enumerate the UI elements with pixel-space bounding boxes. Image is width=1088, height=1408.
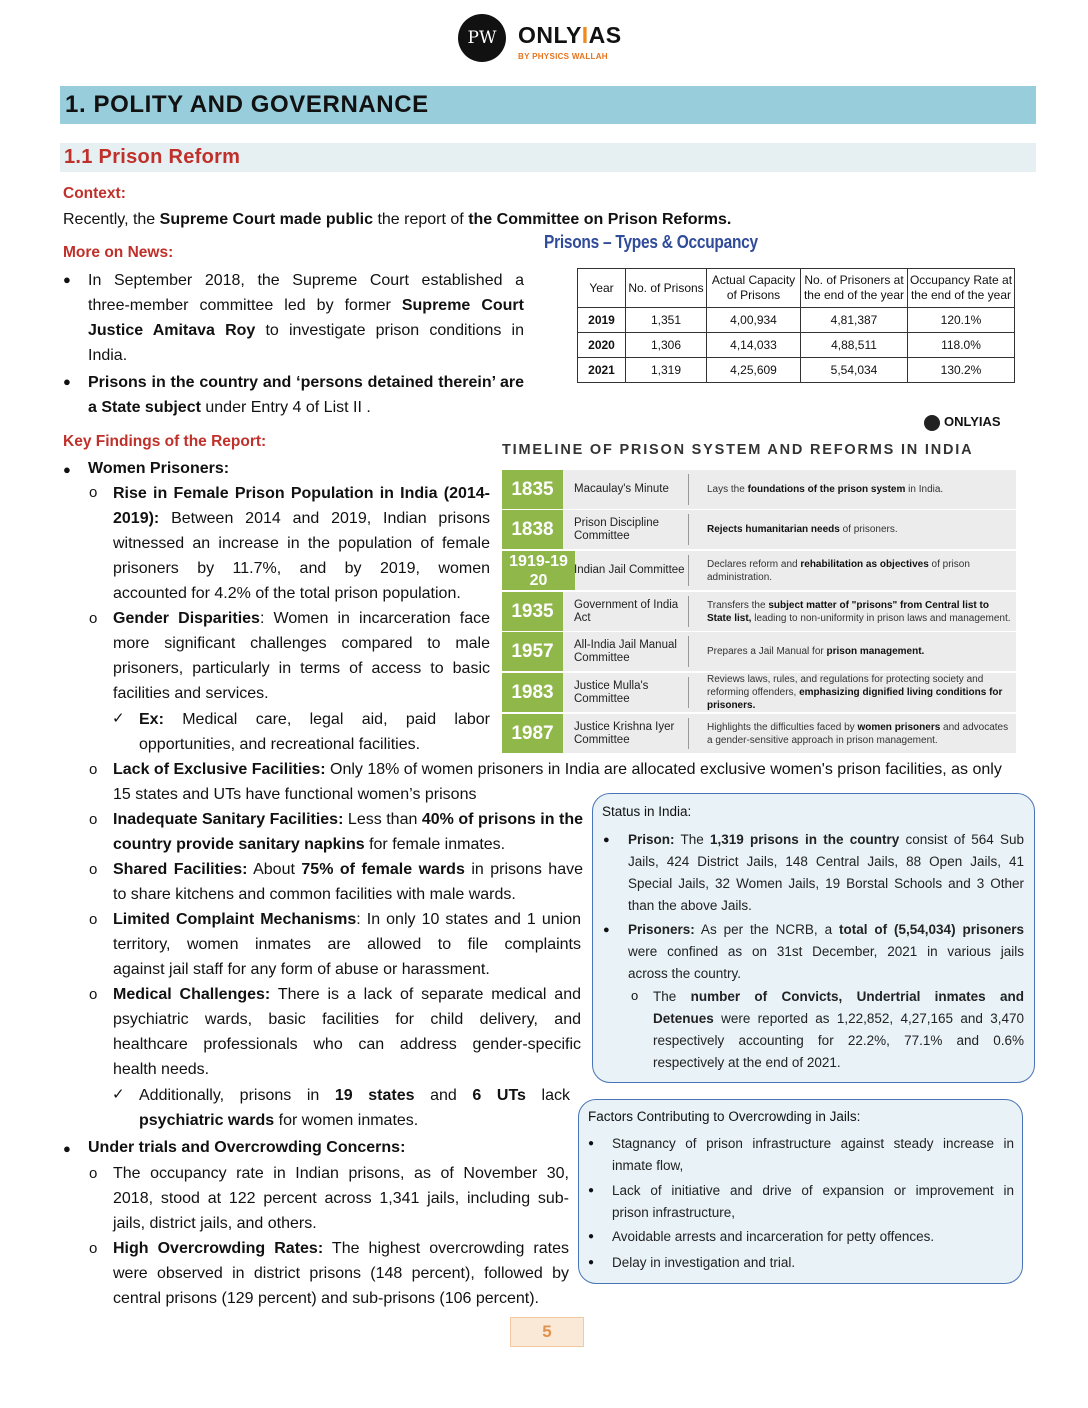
timeline-row (502, 632, 1016, 671)
table-cell: 2020 (578, 333, 626, 358)
table-title: Prisons – Types & Occupancy (544, 232, 758, 252)
factor-item: Lack of initiative and drive of expansion or improvement in prison infrastructure, (612, 1183, 1014, 1220)
circle-bullet-icon: o (631, 988, 639, 1003)
timeline-year: 1919-1920 (502, 551, 575, 590)
timeline-year: 1935 (502, 592, 563, 631)
timeline-description: Transfers the subject matter of "prisons" from Central list to State list, leading to non-uniformity in prison laws and management. (707, 599, 1011, 624)
table-cell: 1,306 (626, 333, 707, 358)
brand-name: ONLYIAS (518, 22, 622, 48)
finding-complaint: Limited Complaint Mechanisms: In only 10 states and 1 union territory, women inmates are allowed to file complaints against jail staff for any form of abuse or harassment. (113, 911, 582, 978)
timeline-description: Rejects humanitarian needs of prisoners. (707, 524, 898, 535)
bullet-icon: ● (63, 272, 71, 287)
page-number-badge (510, 1317, 584, 1347)
finding-additionally: Additionally, prisons in 19 states and 6 UTs lack psychiatric wards for women inmates. (139, 1087, 570, 1129)
table-row (578, 358, 1015, 383)
finding-gender: Gender Disparities: Women in incarceration face more significant challenges compared to male prisoners, particularly in terms of access to basic facilities and services. (113, 610, 490, 702)
timeline-infographic (500, 410, 1018, 746)
table-cell: 120.1% (908, 308, 1015, 333)
brand-sub: BY PHYSICS WALLAH (518, 52, 608, 61)
chapter-banner (60, 86, 1036, 124)
timeline-row (502, 470, 1016, 509)
timeline-row (502, 714, 1016, 753)
table-header-row (578, 269, 1015, 308)
table-cell: 4,00,934 (707, 308, 801, 333)
table-row (578, 308, 1015, 333)
occupancy-table (577, 268, 1015, 383)
table-cell: 2021 (578, 358, 626, 383)
table-cell: 118.0% (908, 333, 1015, 358)
table-cell: 4,25,609 (707, 358, 801, 383)
divider (688, 514, 689, 545)
news-bullet-1: In September 2018, the Supreme Court established a three-member committee led by former Supreme Court Justice Amitava Roy to investigate prison conditions in India. (88, 272, 524, 364)
pw-logo-icon (924, 415, 940, 431)
bullet-icon: ● (63, 462, 71, 477)
finding-exclusive: Lack of Exclusive Facilities: Only 18% of women prisoners in India are allocated exclusive women's prison facilities, as only 15 states and UTs have functional women’s prisons (113, 761, 1002, 803)
factor-item: Delay in investigation and trial. (612, 1255, 796, 1270)
status-prison: Prison: The 1,319 prisons in the country consist of 564 Sub Jails, 424 District Jails, 148 Central Jails, 88 Open Jails, 41 Special Jails, 32 Women Jails, 19 Borstal Schools and 3 Other than the above Jails. (628, 832, 1025, 913)
key-findings-heading: Key Findings of the Report: (63, 433, 267, 450)
timeline-year: 1987 (502, 714, 563, 753)
factor-item: Stagnancy of prison infrastructure against steady increase in inmate flow, (612, 1136, 1014, 1173)
finding-sanitary: Inadequate Sanitary Facilities: Less than 40% of prisons in the country provide sanitary napkins for female inmates. (113, 811, 584, 853)
section-title: 1.1 Prison Reform (64, 146, 241, 168)
col-prisoners: No. of Prisoners at the end of the year (801, 269, 908, 308)
timeline-row (502, 673, 1016, 712)
check-icon: ✓ (112, 1086, 125, 1103)
circle-bullet-icon: o (89, 484, 98, 501)
context-heading: Context: (63, 185, 126, 202)
status-sub: The number of Convicts, Undertrial inmates and Detenues were reported as 1,22,852, 4,27,165 and 3,470 respectively accounting for 22.2%, 77.1% and 0.6% respectively at the end of 2021. (653, 989, 1025, 1070)
divider (688, 474, 689, 505)
factor-item: Avoidable arrests and incarceration for petty offences. (612, 1229, 935, 1244)
finding-medical: Medical Challenges: There is a lack of separate medical and psychiatric wards, basic facilities for child delivery, and healthcare professionals who can address gender-specific health needs. (113, 986, 581, 1078)
bullet-icon: ● (588, 1185, 595, 1196)
timeline-row (502, 592, 1016, 631)
timeline-event: Justice Krishna Iyer Committee (574, 720, 675, 746)
circle-bullet-icon: o (89, 610, 98, 627)
circle-bullet-icon: o (89, 811, 98, 828)
timeline-description: Lays the foundations of the prison system in India. (707, 484, 944, 495)
undertrials-heading: Under trials and Overcrowding Concerns: (88, 1139, 406, 1156)
timeline-description: Declares reform and rehabilitation as objectives of prison administration. (707, 558, 970, 583)
timeline-event: Macaulay's Minute (574, 483, 669, 495)
bullet-icon: ● (588, 1231, 595, 1242)
section-banner (60, 143, 1036, 172)
timeline-event: Justice Mulla's Committee (574, 679, 649, 705)
bullet-icon: ● (588, 1138, 595, 1149)
table-cell: 4,81,387 (801, 308, 908, 333)
circle-bullet-icon: o (89, 1240, 98, 1257)
status-box (592, 793, 1035, 1083)
timeline-year: 1983 (502, 673, 563, 712)
finding-occupancy: The occupancy rate in Indian prisons, as of November 30, 2018, stood at 122 percent across 1,341 jails, including sub- jails, district jails, and others. (113, 1165, 569, 1232)
finding-shared: Shared Facilities: About 75% of female wards in prisons have to share kitchens and common facilities with male wards. (113, 861, 583, 903)
finding-rise: Rise in Female Prison Population in India (2014- 2019): Between 2014 and 2019, Indian prisons witnessed an increase in the population of female prisoners by 11.7%, and by 2019, women accounted for 4.2% of the total prison population. (113, 485, 490, 602)
divider (688, 718, 689, 749)
timeline-event: All-India Jail Manual Committee (574, 638, 677, 664)
page-number: 5 (542, 1322, 552, 1341)
table-cell: 4,14,033 (707, 333, 801, 358)
chapter-title: 1. POLITY AND GOVERNANCE (65, 91, 429, 118)
col-occupancy: Occupancy Rate at the end of the year (908, 269, 1015, 308)
col-capacity: Actual Capacity of Prisons (707, 269, 801, 308)
timeline-year: 1835 (502, 470, 563, 509)
timeline-year: 1957 (502, 632, 563, 671)
table-cell: 1,319 (626, 358, 707, 383)
table-cell: 5,54,034 (801, 358, 908, 383)
circle-bullet-icon: o (89, 986, 98, 1003)
table-row (578, 333, 1015, 358)
status-box-title: Status in India: (602, 804, 692, 819)
col-year: Year (578, 269, 626, 308)
factors-box-title: Factors Contributing to Overcrowding in Jails: (588, 1109, 861, 1124)
circle-bullet-icon: o (89, 911, 98, 928)
bullet-icon: ● (588, 1257, 595, 1268)
timeline-row (502, 551, 1016, 590)
divider (688, 677, 689, 708)
timeline-row (502, 510, 1016, 549)
table-cell: 130.2% (908, 358, 1015, 383)
timeline-event: Indian Jail Committee (574, 564, 685, 576)
women-prisoners-heading: Women Prisoners: (88, 460, 230, 477)
divider (688, 555, 689, 586)
divider (688, 636, 689, 667)
table-cell: 4,88,511 (801, 333, 908, 358)
col-prisons: No. of Prisons (626, 269, 707, 308)
pw-logo-icon: PW (458, 14, 506, 62)
circle-bullet-icon: o (89, 761, 98, 778)
timeline-event: Prison Discipline Committee (574, 516, 660, 542)
timeline-description: Prepares a Jail Manual for prison management. (707, 646, 925, 657)
circle-bullet-icon: o (89, 861, 98, 878)
bullet-icon: ● (603, 834, 610, 846)
bullet-icon: ● (63, 1141, 71, 1156)
factors-box (578, 1099, 1023, 1284)
more-news-heading: More on News: (63, 244, 174, 261)
table-cell: 2019 (578, 308, 626, 333)
bullet-icon: ● (603, 924, 610, 936)
table-cell: 1,351 (626, 308, 707, 333)
timeline-title: TIMELINE OF PRISON SYSTEM AND REFORMS IN INDIA (502, 442, 974, 458)
timeline-description: Reviews laws, rules, and regulations for protecting society and reforming offenders, emphasizing dignified living conditions for prisoners. (707, 674, 1003, 711)
timeline-description: Highlights the difficulties faced by women prisoners and advocates a gender-sensitive approach in prison management. (707, 721, 1009, 746)
brand-logo (458, 14, 633, 68)
timeline-year: 1838 (502, 510, 563, 549)
timeline-logo: ONLYIAS (924, 414, 1001, 431)
divider (688, 596, 689, 627)
check-icon: ✓ (112, 710, 125, 727)
bullet-icon: ● (63, 374, 71, 389)
finding-example: Ex: Medical care, legal aid, paid labor opportunities, and recreational facilities. (139, 711, 490, 753)
finding-overcrowding: High Overcrowding Rates: The highest overcrowding rates were observed in district prisons (148 percent), followed by central prisons (129 percent) and sub-prisons (106 percent). (113, 1240, 569, 1307)
status-prisoners: Prisoners: As per the NCRB, a total of (5,54,034) prisoners were confined as on 31st December, 2021 in various jails across the country. (628, 922, 1024, 981)
circle-bullet-icon: o (89, 1165, 98, 1182)
context-text: Recently, the Supreme Court made public the report of the Committee on Prison Reforms. (63, 211, 732, 228)
timeline-event: Government of India Act (574, 598, 679, 624)
news-bullet-2: Prisons in the country and ‘persons detained therein’ are a State subject under Entry 4 of List II . (88, 374, 524, 416)
